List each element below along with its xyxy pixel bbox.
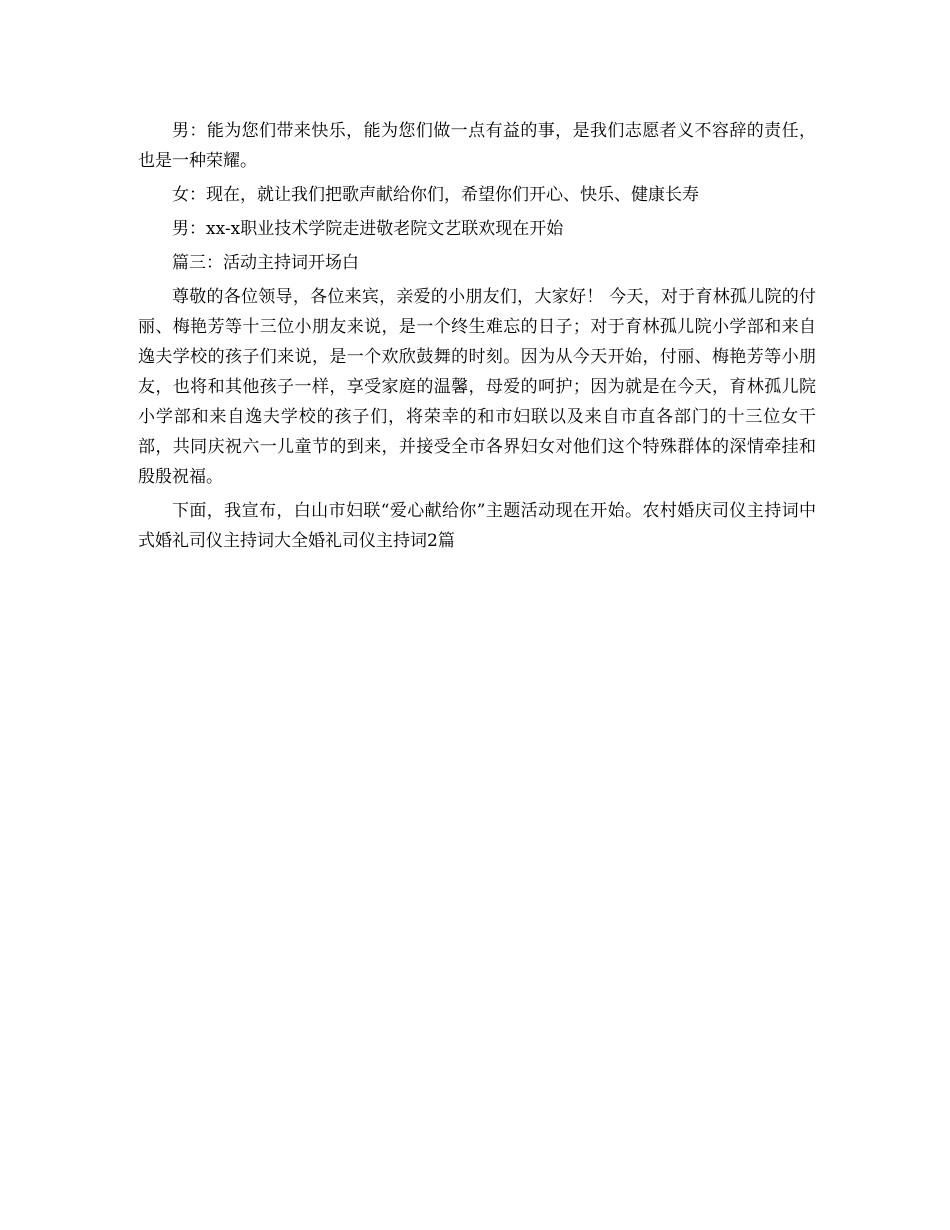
paragraph-male-honor: 男：能为您们带来快乐，能为您们做一点有益的事，是我们志愿者义不容辞的责任，也是一种荣耀。 xyxy=(138,121,816,171)
paragraph-male-start: 男：xx-x职业技术学院走进敬老院文艺联欢现在开始 xyxy=(172,219,564,239)
document-body xyxy=(138,116,816,560)
paragraph-female-song: 女：现在，就让我们把歌声献给你们，希望你们开心、快乐、健康长寿 xyxy=(172,185,699,205)
section-heading: 篇三：活动主持词开场白 xyxy=(172,253,359,273)
paragraph-opening-speech: 尊敬的各位领导，各位来宾，亲爱的小朋友们，大家好！ 今天，对于育林孤儿院的付丽、梅艳芳等十三位小朋友来说，是一个终生难忘的日子；对于育林孤儿院小学部和来自逸夫学校的孩子们来说，是一个欢欣鼓舞的时刻。因为从今天开始，付丽、梅艳芳等小朋友，也将和其他孩子一样，享受家庭的温馨，母爱的呵护；因为就是在今天，育林孤儿院小学部和来自逸夫学校的孩子们，将荣幸的和市妇联以及来自市直各部门的十三位女干部，共同庆祝六一儿童节的到来，并接受全市各界妇女对他们这个特殊群体的深情牵挂和殷殷祝福。 xyxy=(138,287,816,487)
paragraph-announcement: 下面，我宣布，白山市妇联“爱心献给你”主题活动现在开始。农村婚庆司仪主持词中式婚礼司仪主持词大全婚礼司仪主持词2篇 xyxy=(138,501,816,551)
